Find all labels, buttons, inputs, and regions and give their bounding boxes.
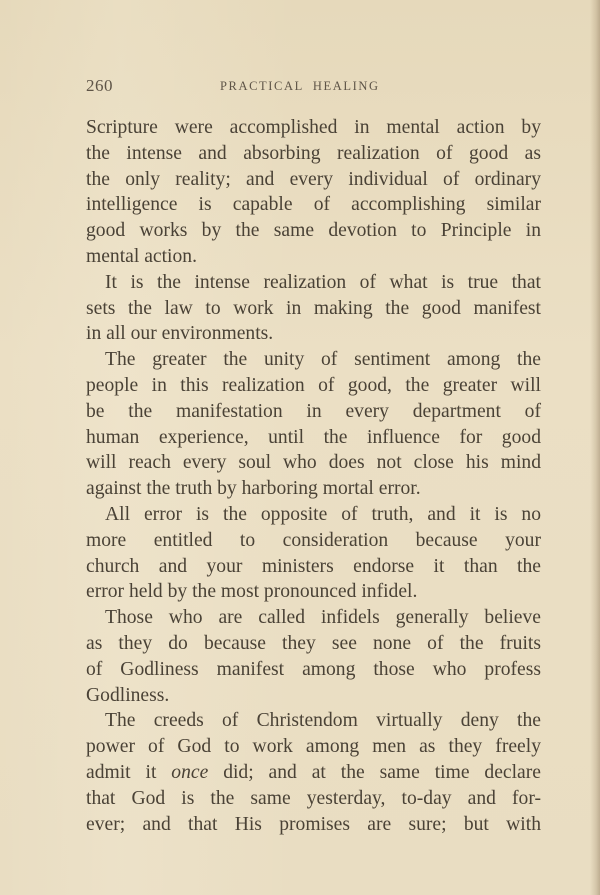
text-fragment: did; and at the same time declare xyxy=(223,761,541,783)
text-line: be the manifestation in every department of xyxy=(86,400,541,422)
paragraph xyxy=(86,347,541,502)
paragraph xyxy=(86,708,541,837)
page-edge-shadow xyxy=(590,0,600,895)
paragraph xyxy=(86,270,541,347)
text-line: The creeds of Christendom virtually deny the xyxy=(105,710,541,732)
text-line: ever; and that His promises are sure; but with xyxy=(86,813,541,835)
text-line: good works by the same devotion to Principle in xyxy=(86,220,541,242)
text-line: people in this realization of good, the greater will xyxy=(86,374,541,396)
text-line: will reach every soul who does not close his mind xyxy=(86,452,541,474)
text-line: of Godliness manifest among those who profess xyxy=(86,658,541,680)
text-line: sets the law to work in making the good manifest xyxy=(86,297,541,319)
text-line: error held by the most pronounced infidel. xyxy=(86,581,418,603)
text-line: the intense and absorbing realization of good as xyxy=(86,142,541,164)
text-line: more entitled to consideration because your xyxy=(86,529,541,551)
text-line: the only reality; and every individual of ordinary xyxy=(86,168,541,190)
paragraph xyxy=(86,605,541,708)
text-fragment: admit it xyxy=(86,761,157,783)
text-line: Those who are called infidels generally believe xyxy=(105,607,541,629)
text-line: power of God to work among men as they freely xyxy=(86,736,541,758)
text-line: in all our environments. xyxy=(86,323,274,345)
text-line: Scripture were accomplished in mental action by xyxy=(86,117,541,138)
text-line: church and your ministers endorse it than the xyxy=(86,555,541,577)
text-line: human experience, until the influence for good xyxy=(86,426,541,448)
text-line: The greater the unity of sentiment among the xyxy=(105,349,541,371)
text-line: mental action. xyxy=(86,245,197,267)
running-title: PRACTICAL HEALING xyxy=(220,79,380,93)
paragraph xyxy=(86,502,541,605)
text-line: It is the intense realization of what is true that xyxy=(105,271,541,293)
text-line: that God is the same yesterday, to-day and for- xyxy=(86,787,541,809)
text-line: against the truth by harboring mortal error. xyxy=(86,478,421,500)
text-line: as they do because they see none of the fruits xyxy=(86,632,541,654)
text-line-with-emphasis xyxy=(86,760,541,786)
body-text xyxy=(86,115,541,837)
text-line: All error is the opposite of truth, and it is no xyxy=(105,503,541,525)
page-number: 260 xyxy=(86,76,113,95)
running-head xyxy=(86,76,541,98)
emphasized-word: once xyxy=(171,761,209,783)
text-line: Godliness. xyxy=(86,684,170,706)
text-line: intelligence is capable of accomplishing similar xyxy=(86,194,541,216)
paragraph xyxy=(86,115,541,270)
